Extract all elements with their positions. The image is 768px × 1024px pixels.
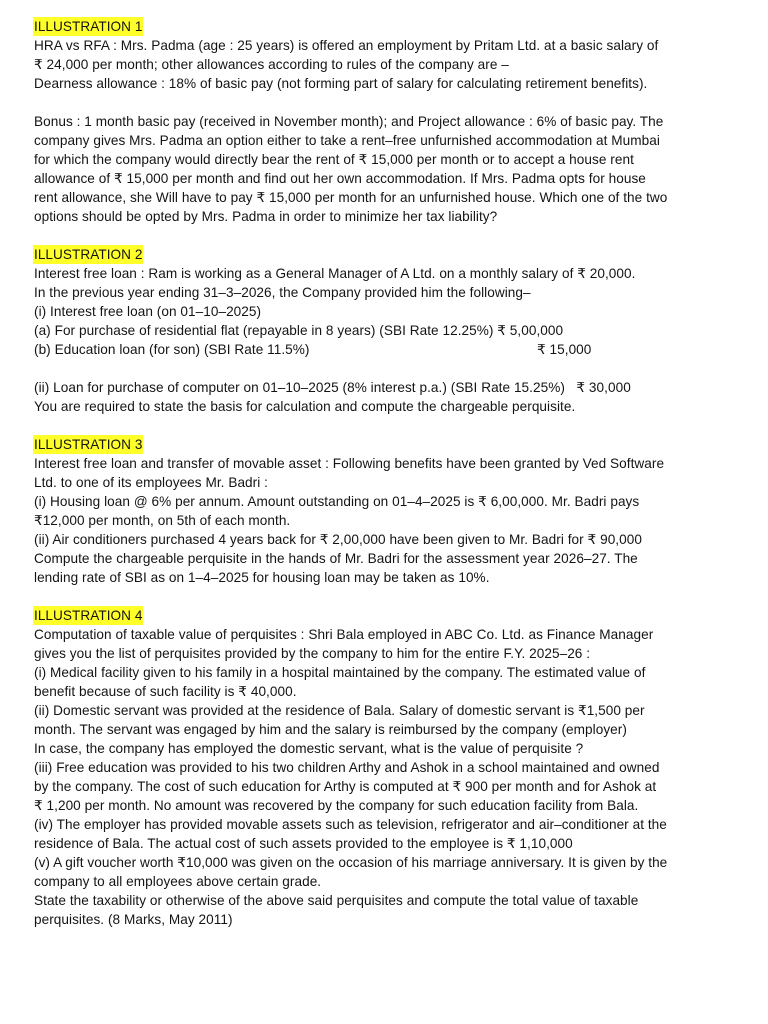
paragraph-line: lending rate of SBI as on 1–4–2025 for housing loan may be taken as 10%.	[34, 570, 490, 585]
paragraph-line: (ii) Air conditioners purchased 4 years back for ₹ 2,00,000 have been given to Mr. Badri for ₹ 90,000	[34, 532, 642, 547]
paragraph-line: benefit because of such facility is ₹ 40,000.	[34, 684, 297, 699]
paragraph-line: In the previous year ending 31–3–2026, the Company provided him the following–	[34, 285, 531, 300]
paragraph-line: residence of Bala. The actual cost of such assets provided to the employee is ₹ 1,10,000	[34, 836, 573, 851]
paragraph-line: (iv) The employer has provided movable assets such as television, refrigerator and air–conditioner at the	[34, 817, 667, 832]
paragraph-line: by the company. The cost of such education for Arthy is computed at ₹ 900 per month and for Ashok at	[34, 779, 657, 794]
paragraph-line: for which the company would directly bear the rent of ₹ 15,000 per month or to accept a house rent	[34, 152, 634, 167]
paragraph-line: Dearness allowance : 18% of basic pay (not forming part of salary for calculating retirement benefits).	[34, 76, 648, 91]
paragraph-line: month. The servant was engaged by him and the salary is reimbursed by the company (employer)	[34, 722, 627, 737]
paragraph-line: ₹ 1,200 per month. No amount was recovered by the company for such education facility from Bala.	[34, 798, 639, 813]
paragraph-line: (a) For purchase of residential flat (repayable in 8 years) (SBI Rate 12.25%) ₹ 5,00,000	[34, 323, 564, 338]
paragraph-line: (i) Medical facility given to his family in a hospital maintained by the company. The estimated value of	[34, 665, 646, 680]
paragraph-line: (i) Housing loan @ 6% per annum. Amount outstanding on 01–4–2025 is ₹ 6,00,000. Mr. Badri pays	[34, 494, 640, 509]
paragraph-line: (i) Interest free loan (on 01–10–2025)	[34, 304, 262, 319]
paragraph-line: (v) A gift voucher worth ₹10,000 was given on the occasion of his marriage anniversary. It is given by the	[34, 855, 668, 870]
paragraph-line: company to all employees above certain grade.	[34, 874, 322, 889]
illustration-4	[34, 606, 750, 929]
paragraph-line: options should be opted by Mrs. Padma in order to minimize her tax liability?	[34, 209, 498, 224]
paragraph-line: (iii) Free education was provided to his two children Arthy and Ashok in a school maintained and owned	[34, 760, 660, 775]
paragraph-line: gives you the list of perquisites provided by the company to him for the entire F.Y. 2025–26 :	[34, 646, 591, 661]
paragraph-line: perquisites. (8 Marks, May 2011)	[34, 912, 233, 927]
illustration-1	[34, 17, 750, 226]
paragraph-line: Interest free loan and transfer of movable asset : Following benefits have been granted by Ved Software	[34, 456, 665, 471]
illustration-2	[34, 245, 750, 416]
paragraph-line: In case, the company has employed the domestic servant, what is the value of perquisite ?	[34, 741, 584, 756]
illustration-heading: ILLUSTRATION 2	[34, 247, 143, 262]
tabbed-line-text: (b) Education loan (for son) (SBI Rate 11.5%)	[34, 342, 310, 357]
paragraph-line: HRA vs RFA : Mrs. Padma (age : 25 years) is offered an employment by Pritam Ltd. at a basic salary of	[34, 38, 659, 53]
tabbed-line-amount: ₹ 15,000	[537, 342, 592, 357]
paragraph-line: Bonus : 1 month basic pay (received in November month); and Project allowance : 6% of basic pay. The	[34, 114, 664, 129]
paragraph-line: (ii) Loan for purchase of computer on 01–10–2025 (8% interest p.a.) (SBI Rate 15.25%) ₹ 30,000	[34, 380, 631, 395]
illustration-heading: ILLUSTRATION 4	[34, 608, 143, 623]
illustration-heading: ILLUSTRATION 1	[34, 19, 143, 34]
paragraph-line: State the taxability or otherwise of the above said perquisites and compute the total value of taxable	[34, 893, 639, 908]
paragraph-line: company gives Mrs. Padma an option either to take a rent–free unfurnished accommodation at Mumbai	[34, 133, 660, 148]
paragraph-line: Compute the chargeable perquisite in the hands of Mr. Badri for the assessment year 2026–27. The	[34, 551, 638, 566]
paragraph-line: ₹ 24,000 per month; other allowances according to rules of the company are –	[34, 57, 509, 72]
paragraph-line: Ltd. to one of its employees Mr. Badri :	[34, 475, 268, 490]
paragraph-line: ₹12,000 per month, on 5th of each month.	[34, 513, 291, 528]
paragraph-line: Interest free loan : Ram is working as a General Manager of A Ltd. on a monthly salary of ₹ 20,000.	[34, 266, 636, 281]
paragraph-line: rent allowance, she Will have to pay ₹ 15,000 per month for an unfurnished house. Which one of the two	[34, 190, 668, 205]
paragraph-line: You are required to state the basis for calculation and compute the chargeable perquisite.	[34, 399, 576, 414]
paragraph-line: (ii) Domestic servant was provided at the residence of Bala. Salary of domestic servant is ₹1,500 per	[34, 703, 645, 718]
document-page	[34, 17, 750, 929]
illustration-3	[34, 435, 750, 587]
illustration-heading: ILLUSTRATION 3	[34, 437, 143, 452]
tabbed-line	[34, 340, 750, 359]
paragraph-line: Computation of taxable value of perquisites : Shri Bala employed in ABC Co. Ltd. as Finance Manager	[34, 627, 654, 642]
paragraph-line: allowance of ₹ 15,000 per month and find out her own accommodation. If Mrs. Padma opts for house	[34, 171, 646, 186]
